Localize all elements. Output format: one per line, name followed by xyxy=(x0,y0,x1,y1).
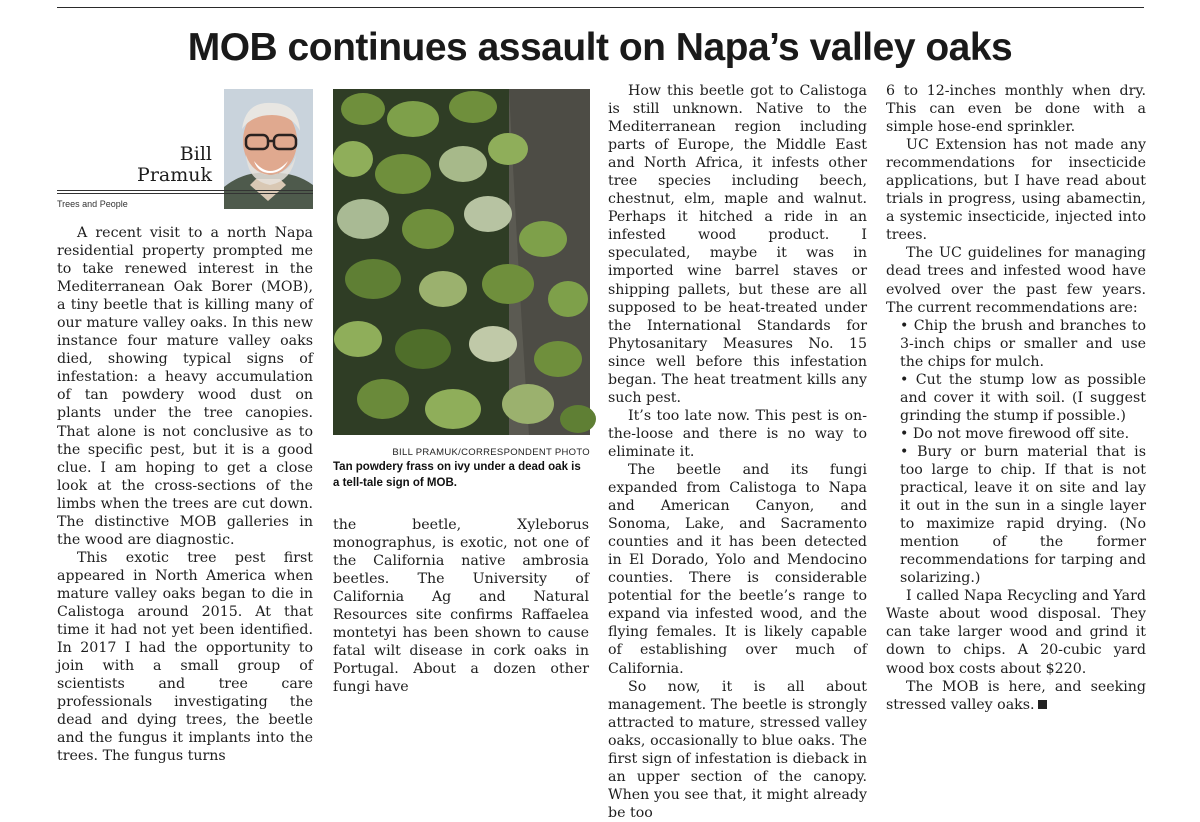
col4-final-text: The MOB is here, and seeking stressed valley oaks. xyxy=(886,678,1146,713)
column-4 xyxy=(886,82,1146,713)
column-3 xyxy=(608,82,867,821)
col4-bullet: • Bury or burn material that is too large to chip. If that is not practical, leave it on site and lay it out in the sun in a single layer to maximize rapid drying. (No mention of the former recommendations for tarping and solarizing.) xyxy=(900,443,1146,587)
col4-bullet: • Chip the brush and branches to 3-inch chips or smaller and use the chips for mulch. xyxy=(900,317,1146,370)
col4-paragraph xyxy=(886,678,1146,714)
col4-paragraph: UC Extension has not made any recommendations for insecticide applications, but I have read about trials in progress, using abamectin, a systemic insecticide, injected into trees. xyxy=(886,137,1146,244)
ivy-photo xyxy=(333,89,590,435)
col4-paragraph: 6 to 12-inches monthly when dry. This can even be done with a simple hose-end sprinkler. xyxy=(886,83,1146,136)
col2-paragraph: the beetle, Xyleborus monographus, is exotic, not one of the California native ambrosia beetles. The University of California Ag and Natural Resources site confirms Raffaelea montetyi has been shown to cause fatal wilt disease in cork oaks in Portugal. About a dozen other fungi have xyxy=(333,517,589,696)
author-last-name: Pramuk xyxy=(137,164,212,186)
col3-paragraph: How this beetle got to Calistoga is still unknown. Native to the Mediterranean region including parts of Europe, the Middle East and North Africa, it infests other tree species including beech, chestnut, elm, maple and walnut. Perhaps it hitched a ride in an infested wood product. I speculated, maybe it was in imported wine barrel staves or shipping pallets, but these are all supposed to be heat-treated under the International Standards for Phytosanitary Measures No. 15 since well before this infestation began. The heat treatment kills any such pest. xyxy=(608,83,867,406)
col4-bullet: • Cut the stump low as possible and cover it with soil. (I suggest grinding the stump if possible.) xyxy=(900,371,1146,424)
col1-paragraph: A recent visit to a north Napa residential property prompted me to take renewed interest in the Mediterranean Oak Borer (MOB), a tiny beetle that is killing many of our mature valley oaks. In this new instance four mature valley oaks died, showing typical signs of infestation: a heavy accumulation of tan powdery wood dust on plants under the tree canopies. That alone is not conclusive as to the specific pest, but it is a good clue. I am hoping to get a close look at the cross-sections of the limbs when the trees are cut down. The distinctive MOB galleries in the wood are diagnostic. xyxy=(57,225,313,548)
col3-paragraph: The beetle and its fungi expanded from Calistoga to Napa and American Canyon, and Sonoma, Lake, and Sacramento counties and it has been detected in El Dorado, Yolo and Mendocino counties. There is considerable potential for the beetle’s range to expand via infested wood, and the flying females. It is likely capable of establishing over much of California. xyxy=(608,461,867,677)
byline-rule-2 xyxy=(57,193,313,194)
column-2 xyxy=(333,516,589,696)
top-rule xyxy=(57,7,1144,8)
col1-paragraph: This exotic tree pest first appeared in North America when mature valley oaks began to die in Calistoga around 2015. At that time it had not yet been identified. In 2017 I had the opportunity to join with a small group of scientists and tree care professionals investigating the dead and dying trees, the beetle and the fungus it implants into the trees. The fungus turns xyxy=(57,549,313,765)
photo-credit: BILL PRAMUK/CORRESPONDENT PHOTO xyxy=(392,447,590,458)
byline-rule-1 xyxy=(57,190,313,191)
headline: MOB continues assault on Napa’s valley oaks xyxy=(187,26,1013,69)
photo-caption: Tan powdery frass on ivy under a dead oak is a tell-tale sign of MOB. xyxy=(333,461,581,489)
column-tag: Trees and People xyxy=(57,199,128,209)
column-1 xyxy=(57,224,313,765)
author-first-name: Bill xyxy=(179,143,212,165)
end-mark-icon xyxy=(1038,700,1047,709)
col4-paragraph: The UC guidelines for managing dead trees and infested wood have evolved over the past few years. The current recommendations are: xyxy=(886,245,1146,316)
author-headshot xyxy=(224,89,313,209)
col4-bullet: • Do not move firewood off site. xyxy=(900,425,1130,442)
col3-paragraph: So now, it is all about management. The beetle is strongly attracted to mature, stressed valley oaks, occasionally to blue oaks. The first sign of infestation is dieback in an upper section of the canopy. When you see that, it might already be too xyxy=(608,678,867,821)
col4-paragraph: I called Napa Recycling and Yard Waste about wood disposal. They can take larger wood and grind it down to chips. A 20-cubic yard wood box costs about $220. xyxy=(886,588,1146,677)
col3-paragraph: It’s too late now. This pest is on-the-loose and there is no way to eliminate it. xyxy=(608,407,867,460)
